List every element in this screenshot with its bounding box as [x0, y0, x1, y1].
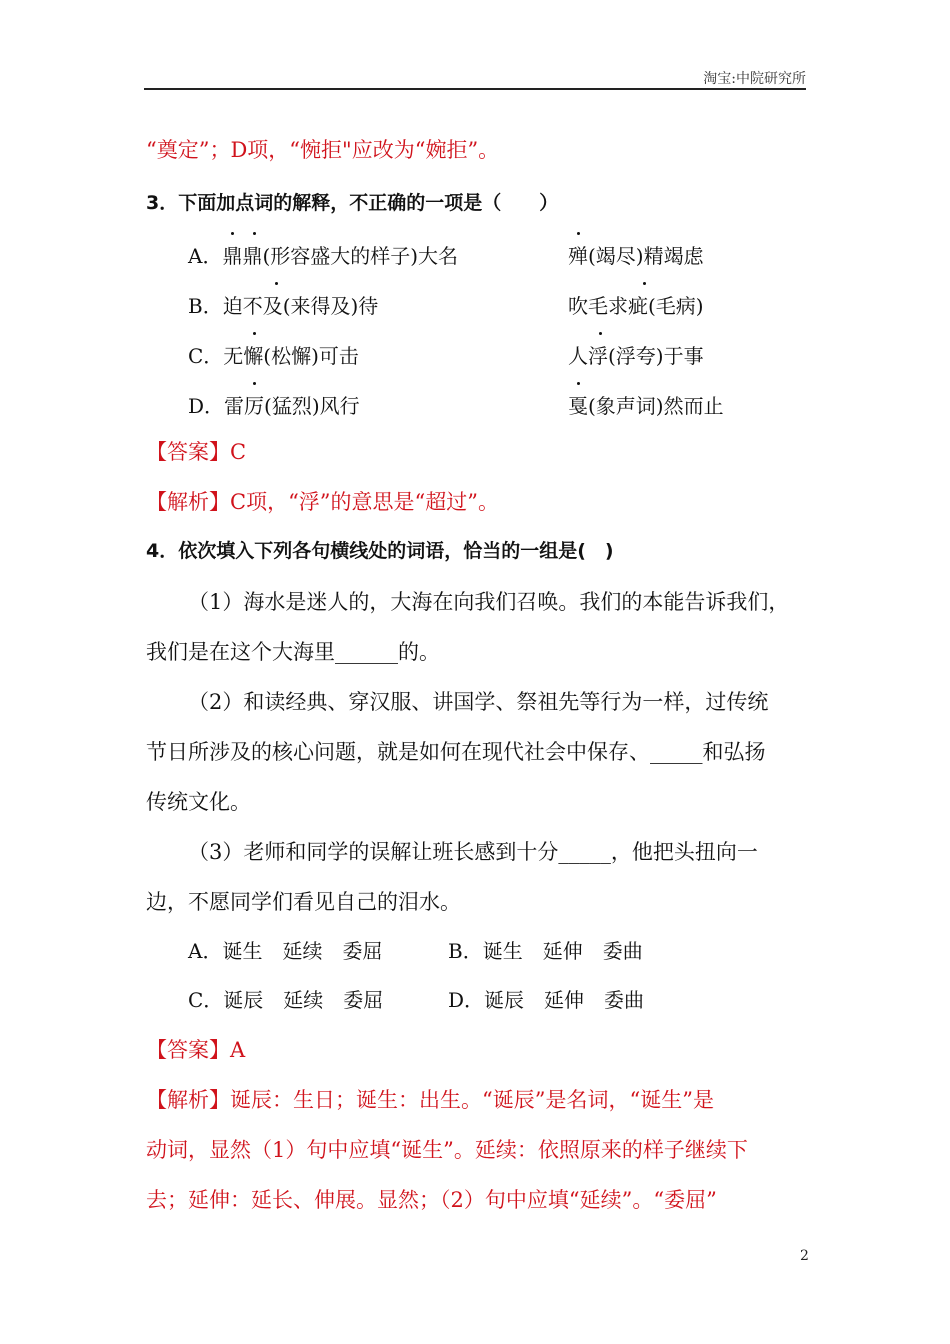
emphasis-dot — [253, 332, 256, 335]
q4-choice-c: C．诞辰 延续 委屈 — [188, 988, 384, 1012]
question-4-stem: 4．依次填入下列各句横线处的词语，恰当的一组是( ) — [146, 540, 614, 562]
q4-choice-b: B．诞生 延伸 委曲 — [448, 939, 643, 963]
q4-choice-a: A．诞生 延续 委屈 — [188, 939, 383, 963]
emphasis-dot — [253, 232, 256, 235]
continuation-line: “奠定”；D项，“惋拒"应改为“婉拒”。 — [146, 138, 500, 162]
q4-answer: 【答案】A — [146, 1038, 246, 1062]
q3-answer: 【答案】C — [146, 440, 247, 464]
header-text: 淘宝:中院研究所 — [703, 71, 806, 87]
q4-sentence-2-line-2: 节日所涉及的核心问题，就是如何在现代社会中保存、_____和弘扬 — [146, 740, 766, 764]
q3-option-c-left: C．无懈(松懈)可击 — [188, 344, 359, 368]
q4-analysis-line-3: 去；延伸：延长、伸展。显然；（2）句中应填“延续”。“委屈” — [146, 1188, 717, 1212]
q3-option-b-left: B．迫不及(来得及)待 — [188, 294, 379, 318]
q3-option-a-left: A．鼎鼎(形容盛大的样子)大名 — [188, 244, 459, 268]
q4-analysis-line-1: 【解析】诞辰：生日；诞生：出生。“诞辰”是名词，“诞生”是 — [146, 1088, 714, 1112]
q3-option-b-right: 吹毛求疵(毛病) — [568, 294, 704, 318]
q4-sentence-3-line-1: （3）老师和同学的误解让班长感到十分_____，他把头扭向一 — [188, 840, 758, 864]
q4-analysis-line-2: 动词，显然（1）句中应填“诞生”。延续：依照原来的样子继续下 — [146, 1138, 748, 1162]
emphasis-dot — [231, 232, 234, 235]
question-3-stem: 3．下面加点词的解释，不正确的一项是（ ） — [146, 192, 559, 214]
emphasis-dot — [275, 282, 278, 285]
q4-sentence-3-line-2: 边，不愿同学们看见自己的泪水。 — [146, 890, 461, 914]
emphasis-dot — [599, 332, 602, 335]
q3-option-d-left: D．雷厉(猛烈)风行 — [188, 394, 360, 418]
q3-option-d-right: 戛(象声词)然而止 — [568, 394, 724, 418]
q3-option-c-right: 人浮(浮夸)于事 — [568, 344, 704, 368]
emphasis-dot — [577, 382, 580, 385]
q4-sentence-1-line-1: （1）海水是迷人的，大海在向我们召唤。我们的本能告诉我们， — [188, 590, 790, 614]
q4-sentence-1-line-2: 我们是在这个大海里______的。 — [146, 640, 440, 664]
q4-choice-d: D．诞辰 延伸 委曲 — [448, 988, 645, 1012]
emphasis-dot — [643, 282, 646, 285]
emphasis-dot — [253, 382, 256, 385]
q4-sentence-2-line-3: 传统文化。 — [146, 790, 251, 814]
emphasis-dot — [577, 232, 580, 235]
q3-option-a-right: 殚(竭尽)精竭虑 — [568, 244, 704, 268]
q3-analysis: 【解析】C项，“浮”的意思是“超过”。 — [146, 490, 500, 514]
page-number: 2 — [800, 1248, 809, 1264]
header-rule — [144, 88, 806, 90]
q4-sentence-2-line-1: （2）和读经典、穿汉服、讲国学、祭祖先等行为一样，过传统 — [188, 690, 769, 714]
